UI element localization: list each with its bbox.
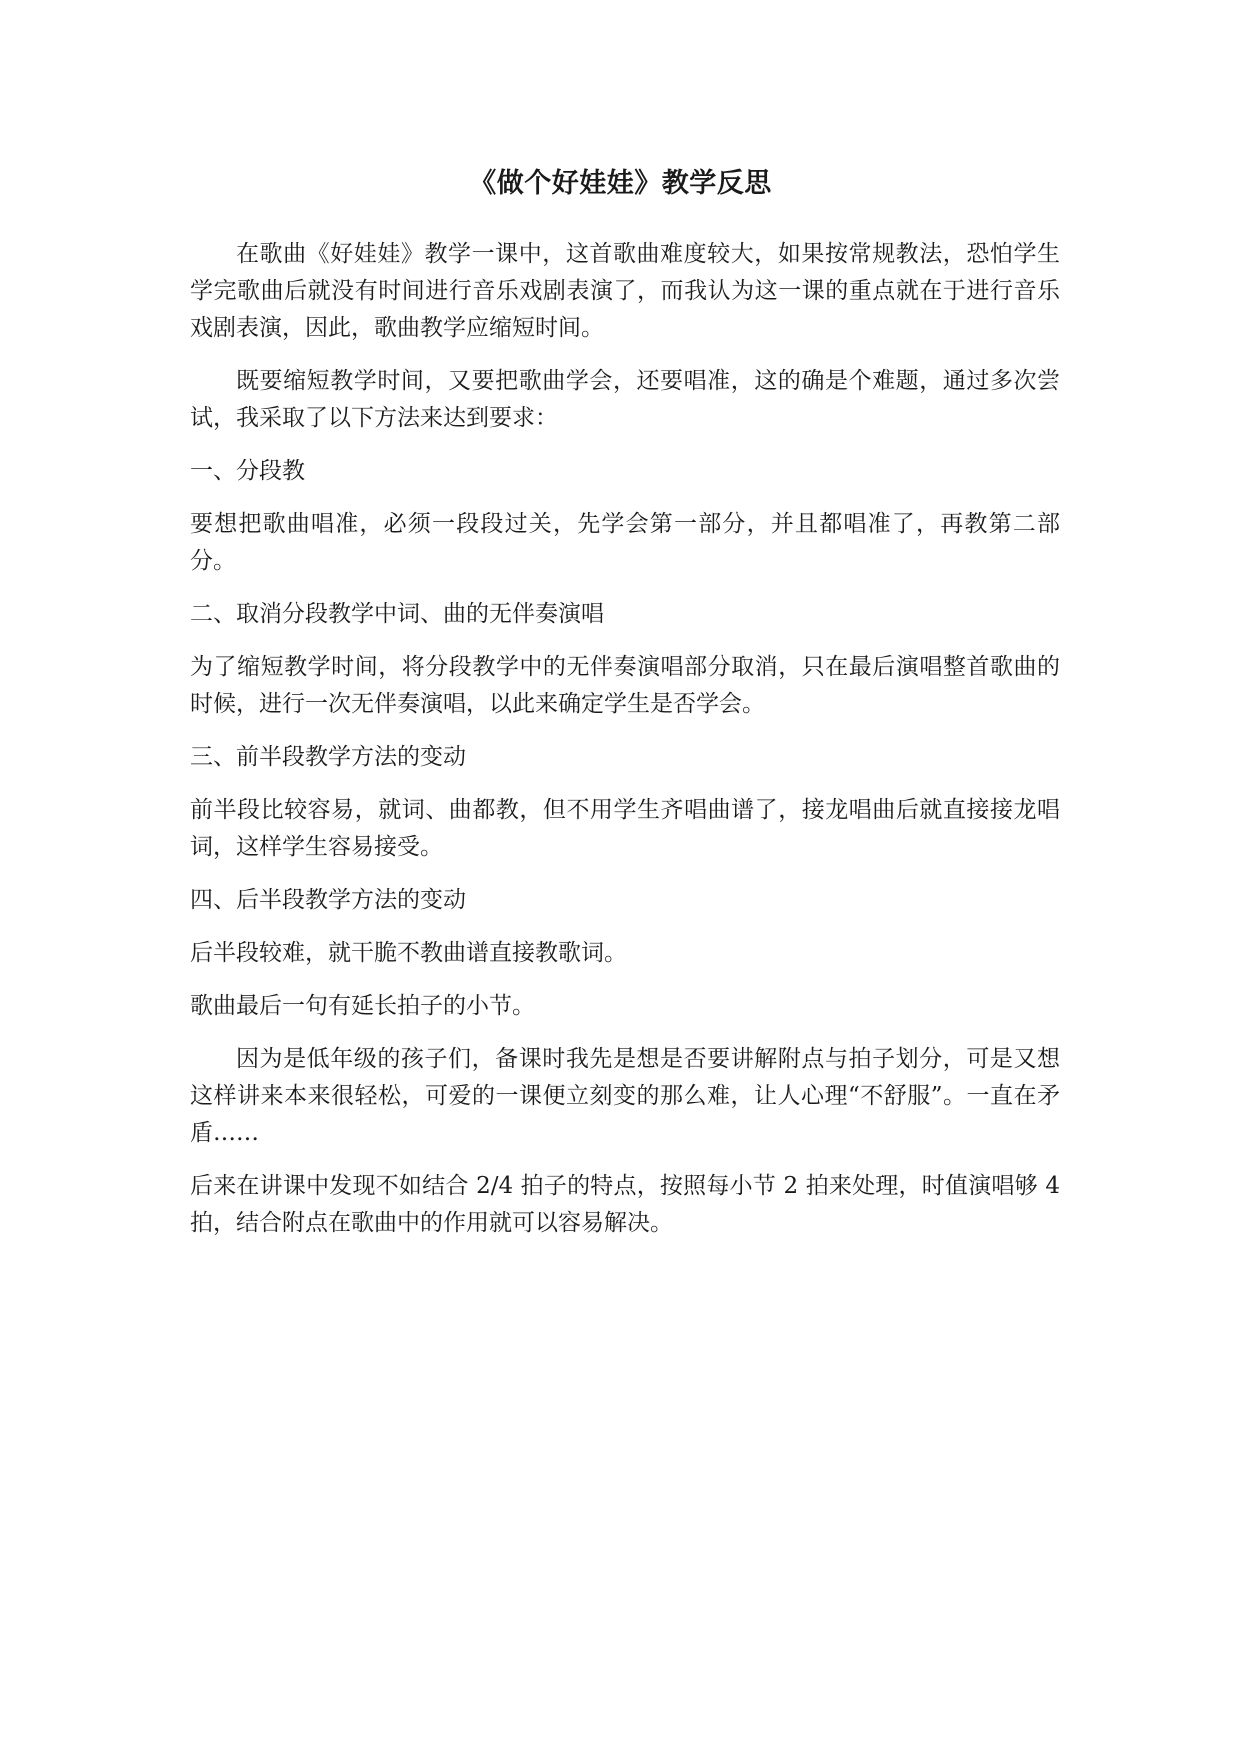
section-heading-4: 四、后半段教学方法的变动 (190, 887, 466, 913)
paragraph-body-4b: 歌曲最后一句有延长拍子的小节。 (190, 993, 535, 1019)
section-heading-2: 二、取消分段教学中词、曲的无伴奏演唱 (190, 601, 604, 627)
paragraph-body-4a: 后半段较难，就干脆不教曲谱直接教歌词。 (190, 940, 627, 966)
document-title: 《做个好娃娃》教学反思 (469, 168, 772, 199)
paragraph-reflection-2: 后来在讲课中发现不如结合 2/4 拍子的特点，按照每小节 2 拍来处理，时值演唱够 4 拍，结合附点在歌曲中的作用就可以容易解决。 (190, 1173, 1060, 1236)
paragraph-body-3: 前半段比较容易，就词、曲都教，但不用学生齐唱曲谱了，接龙唱曲后就直接接龙唱词，这样学生容易接受。 (190, 797, 1060, 860)
paragraph-body-2: 为了缩短教学时间，将分段教学中的无伴奏演唱部分取消，只在最后演唱整首歌曲的时候，进行一次无伴奏演唱，以此来确定学生是否学会。 (190, 654, 1060, 717)
section-heading-3: 三、前半段教学方法的变动 (190, 744, 466, 770)
paragraph-reflection-1: 因为是低年级的孩子们，备课时我先是想是否要讲解附点与拍子划分，可是又想这样讲来本来很轻松，可爱的一课便立刻变的那么难，让人心理“不舒服”。一直在矛盾…… (190, 1046, 1060, 1146)
paragraph-body-1: 要想把歌曲唱准，必须一段段过关，先学会第一部分，并且都唱准了，再教第二部分。 (190, 511, 1060, 574)
paragraph-intro-1: 在歌曲《好娃娃》教学一课中，这首歌曲难度较大，如果按常规教法，恐怕学生学完歌曲后就没有时间进行音乐戏剧表演了，而我认为这一课的重点就在于进行音乐戏剧表演，因此，歌曲教学应缩短时间。 (190, 241, 1060, 341)
section-heading-1: 一、分段教 (190, 458, 305, 484)
paragraph-intro-2: 既要缩短教学时间，又要把歌曲学会，还要唱准，这的确是个难题，通过多次尝试，我采取了以下方法来达到要求： (190, 368, 1060, 431)
document-body (190, 236, 1060, 1258)
